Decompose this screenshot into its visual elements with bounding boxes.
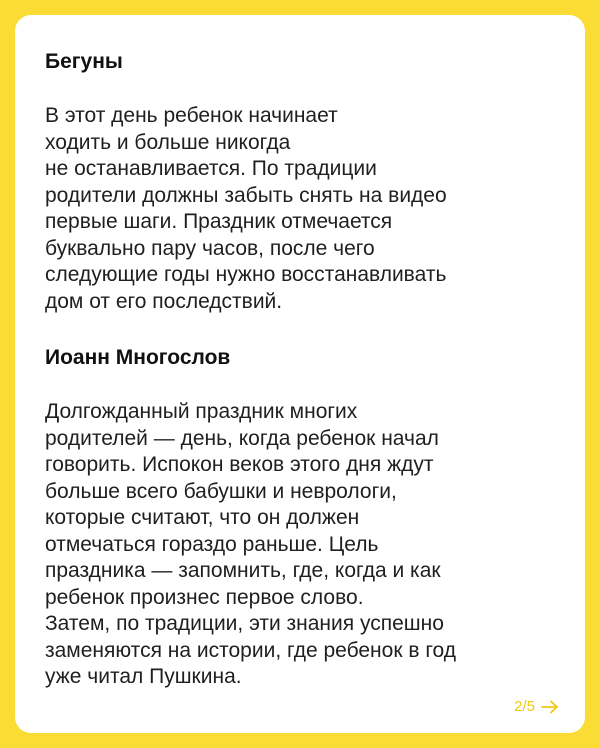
section-heading: Бегуны [45,50,123,73]
paragraph-line: следующие годы нужно восстанавливать [45,263,447,286]
paragraph-line: родители должны забыть снять на видео [45,183,447,207]
section-paragraph [45,399,565,691]
paragraph-line: не останавливается. По традиции [45,157,377,180]
paragraph-line: родителей — день, когда ребенок начал [45,426,439,450]
section-runners [45,49,565,315]
paragraph-line: уже читал Пушкина. [45,665,242,688]
paragraph-line: больше всего бабушки и неврологи, [45,479,397,503]
paragraph-line: дом от его последствий. [45,289,283,313]
paragraph-line: ходить и больше никогда [45,130,291,154]
paragraph-line: ребенок произнес первое слово. [45,585,364,609]
paragraph-line: В этот день ребенок начинает [45,104,338,127]
content-card [15,15,585,733]
section-ioann [45,345,565,691]
section-paragraph [45,103,565,315]
paragraph-line: говорить. Испокон веков этого дня ждут [45,453,434,476]
paragraph-line: Затем, по традиции, эти знания успешно [45,612,444,635]
paragraph-line: буквально пару часов, после чего [45,236,375,260]
arrow-right-icon[interactable] [541,700,559,714]
page-indicator[interactable] [514,698,559,715]
article-content [45,49,565,691]
paragraph-line: первые шаги. Праздник отмечается [45,210,393,233]
section-heading: Иоанн Многослов [45,346,231,369]
paragraph-line: Долгожданный праздник многих [45,400,358,423]
paragraph-line: заменяются на истории, где ребенок в год [45,638,457,662]
page-counter: 2/5 [514,698,535,715]
paragraph-line: отмечаться гораздо раньше. Цель [45,532,379,556]
paragraph-line: которые считают, что он должен [45,506,360,529]
paragraph-line: праздника — запомнить, где, когда и как [45,559,441,582]
